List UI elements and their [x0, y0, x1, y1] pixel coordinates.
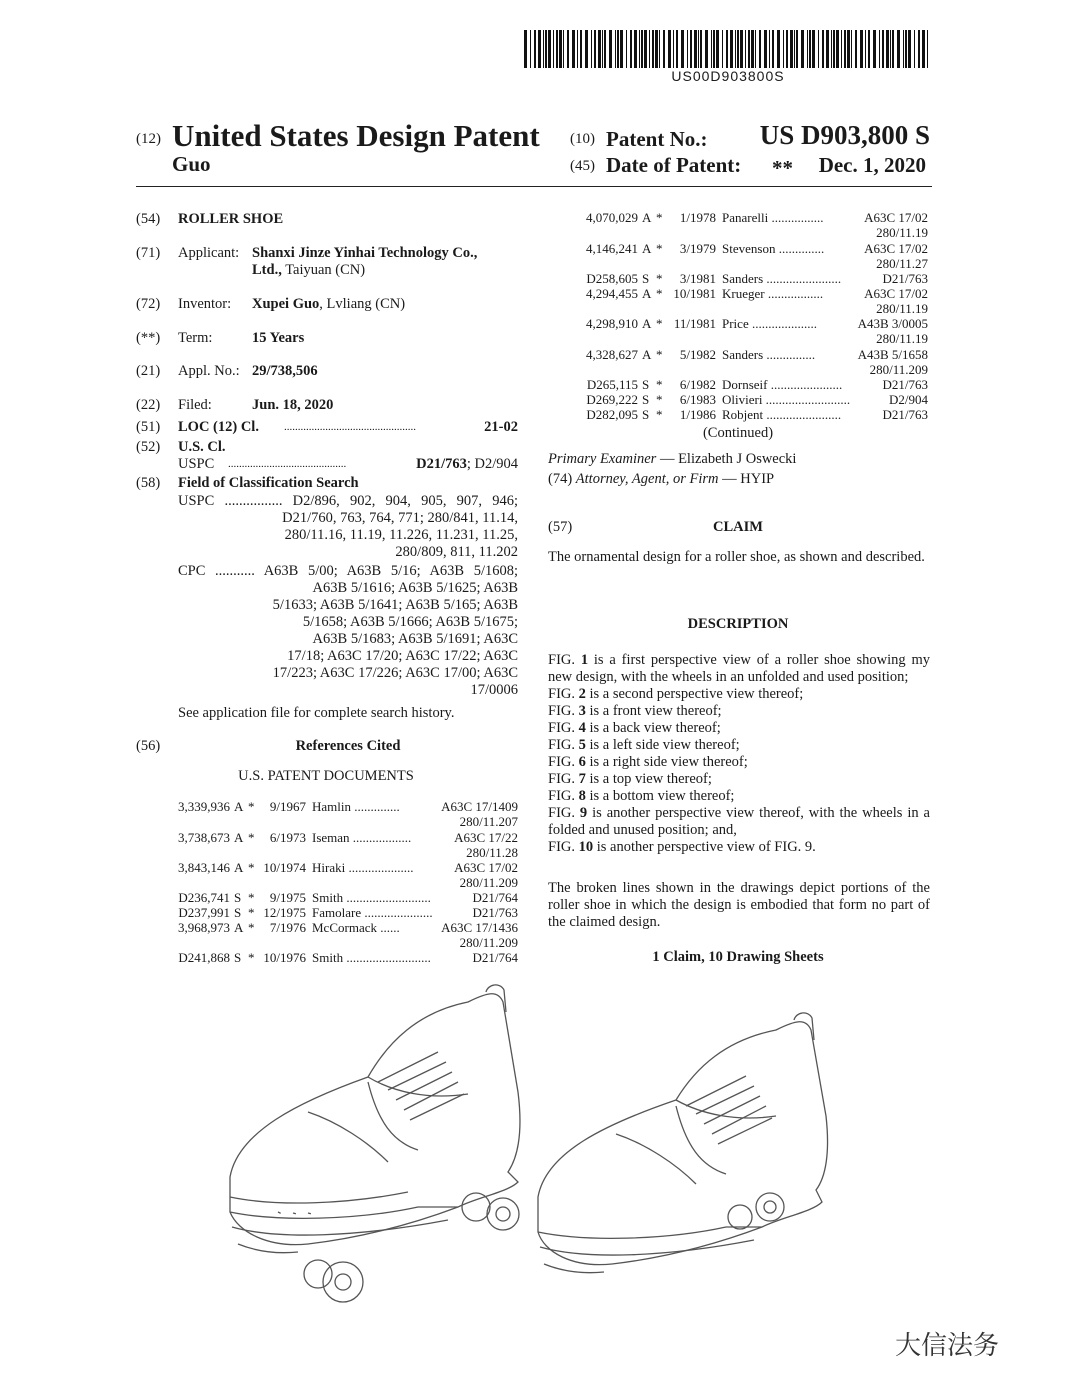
inventor-surname: Guo — [172, 152, 211, 176]
barcode-bar — [548, 30, 551, 68]
barcode-bar — [922, 30, 925, 68]
ref-star: * — [656, 407, 663, 422]
ref-star: * — [656, 286, 663, 301]
ref-class: A63C 17/02 — [864, 210, 928, 225]
ref-class: A63C 17/02 — [864, 286, 928, 301]
ref-number: 3,968,973 — [178, 920, 230, 935]
code-22: (22) — [136, 397, 161, 413]
fig-description: FIG. 4 is a back view thereof; — [548, 720, 721, 736]
barcode-bar — [740, 30, 743, 68]
ref-star: * — [248, 860, 255, 875]
claims-count: 1 Claim, 10 Drawing Sheets — [652, 949, 824, 965]
barcode-bar — [556, 30, 558, 68]
ref-number: D241,868 — [178, 950, 230, 965]
barcode-bar — [745, 30, 746, 68]
ref-kind: S — [642, 271, 650, 286]
barcode-bar — [751, 30, 754, 68]
barcode-bar — [826, 30, 829, 68]
design-title: ROLLER SHOE — [178, 211, 284, 227]
ref-class: D21/763 — [882, 271, 928, 286]
barcode-bar — [822, 30, 824, 68]
code-51: (51) — [136, 419, 161, 435]
ref-star: * — [656, 316, 663, 331]
field-search-line: 5/1633; A63B 5/1641; A63B 5/165; A63B — [272, 597, 518, 613]
barcode-bar — [634, 30, 637, 68]
ref-date: 3/1979 — [679, 241, 716, 256]
fig-description: FIG. 8 is a bottom view thereof; — [548, 788, 735, 804]
date-of-patent: Dec. 1, 2020 — [818, 153, 926, 177]
ref-kind: S — [642, 377, 650, 392]
barcode-bar — [609, 30, 612, 68]
roller-shoe-drawing-left — [218, 982, 548, 1322]
barcode-bar — [713, 30, 715, 68]
field-search-line: 17/0006 — [470, 682, 518, 698]
barcode-bar — [879, 30, 880, 68]
patent-number: US D903,800 S — [759, 120, 930, 150]
barcode-bar — [892, 30, 894, 68]
inventor-label: Inventor: — [178, 296, 232, 312]
ref-star: * — [248, 890, 255, 905]
ref-name: Dornseif ...................... — [722, 377, 843, 392]
ref-number: 3,339,936 — [178, 799, 230, 814]
barcode-bar — [545, 30, 547, 68]
description-heading: DESCRIPTION — [687, 616, 789, 632]
ref-kind: S — [642, 392, 650, 407]
ref-star: * — [248, 905, 255, 920]
barcode-bar — [772, 30, 774, 68]
barcode-bar — [563, 30, 564, 68]
barcode-bar — [598, 30, 601, 68]
fig-description: FIG. 6 is a right side view thereof; — [548, 754, 748, 770]
ref-class: D21/764 — [472, 890, 518, 905]
barcode-number: US00D903800S — [671, 68, 785, 84]
date-label: Date of Patent: — [606, 153, 742, 177]
barcode-bar — [796, 30, 798, 68]
barcode-bar — [572, 30, 575, 68]
uspc-dots: ........................................... — [228, 458, 347, 470]
fig-description: FIG. 10 is another perspective view of FIG. 9. — [548, 839, 816, 855]
code-52: (52) — [136, 439, 161, 455]
ref-number: D258,605 — [586, 271, 638, 286]
barcode-bar — [759, 30, 761, 68]
barcode-bar — [903, 30, 904, 68]
barcode-bar — [594, 30, 596, 68]
appl-no-value: 29/738,506 — [252, 363, 318, 379]
ref-class: D21/763 — [472, 905, 518, 920]
loc-label: LOC (12) Cl. — [178, 419, 259, 435]
barcode-bar — [620, 30, 623, 68]
code-21: (21) — [136, 363, 161, 379]
barcode-bar — [818, 30, 819, 68]
ref-class-secondary: 280/11.207 — [459, 814, 518, 829]
ref-kind: A — [234, 920, 244, 935]
barcode-bar — [790, 30, 793, 68]
barcode-bar — [897, 30, 900, 68]
ref-kind: S — [642, 407, 650, 422]
fig-description: FIG. 5 is a left side view thereof; — [548, 737, 740, 753]
barcode-bar — [567, 30, 569, 68]
ref-class-secondary: 280/11.209 — [869, 362, 928, 377]
barcode-bar — [809, 30, 811, 68]
field-search-line: 280/11.16, 11.19, 11.226, 11.231, 11.25, — [284, 527, 518, 543]
code-72: (72) — [136, 296, 161, 312]
ref-kind: S — [234, 905, 242, 920]
barcode-bar — [673, 30, 674, 68]
barcode-bar — [700, 30, 702, 68]
ref-date: 12/1975 — [263, 905, 306, 920]
ref-date: 11/1981 — [673, 316, 716, 331]
appl-no-label: Appl. No.: — [178, 363, 240, 379]
ref-class: A43B 5/1658 — [857, 347, 928, 362]
ref-date: 6/1983 — [679, 392, 716, 407]
barcode-bar — [690, 30, 692, 68]
barcode-bar — [737, 30, 739, 68]
barcode-bar — [927, 30, 928, 68]
barcode-bar — [755, 30, 756, 68]
barcode-bar — [577, 30, 578, 68]
code-71: (71) — [136, 245, 161, 261]
barcode-bar — [730, 30, 733, 68]
barcode-bar — [794, 30, 795, 68]
ref-class: A43B 3/0005 — [857, 316, 928, 331]
barcode-bar — [726, 30, 728, 68]
ref-class: A63C 17/1436 — [441, 920, 518, 935]
field-search-line: A63B 5/1616; A63B 5/1625; A63B — [312, 580, 518, 596]
code-54: (54) — [136, 211, 161, 227]
ref-kind: A — [234, 860, 244, 875]
patent-type-title: United States Design Patent — [172, 118, 540, 153]
ref-class-secondary: 280/11.28 — [466, 845, 518, 860]
applicant-name: Shanxi Jinze Yinhai Technology Co., — [252, 245, 478, 261]
barcode-bar — [882, 30, 884, 68]
ref-name: Hiraki .................... — [312, 860, 414, 875]
barcode-bar — [748, 30, 750, 68]
ref-kind: A — [234, 830, 244, 845]
filed-label: Filed: — [178, 397, 212, 413]
ref-star: * — [248, 920, 255, 935]
term-label: Term: — [178, 330, 213, 346]
date-term-mark: ** — [772, 156, 793, 180]
ref-kind: A — [642, 316, 652, 331]
barcode-bar — [783, 30, 784, 68]
barcode-bar — [553, 30, 554, 68]
barcode-bar — [687, 30, 688, 68]
ref-kind: A — [642, 210, 652, 225]
barcode-bar — [868, 30, 870, 68]
search-history-note: See application file for complete search history. — [178, 705, 455, 721]
field-search-line: 5/1658; A63B 5/1666; A63B 5/1675; — [302, 614, 518, 630]
barcode-bar — [655, 30, 658, 68]
ref-name: Price .................... — [722, 316, 817, 331]
ref-kind: A — [642, 241, 652, 256]
field-search-line: D21/760, 763, 764, 771; 280/841, 11.14, — [282, 510, 518, 526]
description-lines — [548, 652, 930, 856]
ref-star: * — [248, 799, 255, 814]
barcode-bar — [812, 30, 815, 68]
barcode-bar — [543, 30, 544, 68]
claim-heading: CLAIM — [713, 519, 763, 535]
barcode-bar — [602, 30, 603, 68]
ref-number: 4,146,241 — [586, 241, 638, 256]
ref-number: D236,741 — [178, 890, 230, 905]
ref-name: Hamlin .............. — [312, 799, 400, 814]
barcode-bar — [914, 30, 915, 68]
ref-number: 4,298,910 — [586, 316, 638, 331]
claim-text: The ornamental design for a roller shoe, as shown and described. — [548, 549, 925, 565]
fig-description: FIG. 7 is a top view thereof; — [548, 771, 712, 787]
uspc-label: USPC — [178, 456, 215, 472]
barcode-bar — [580, 30, 582, 68]
code-12: (12) — [136, 131, 161, 147]
field-search-line: 17/223; A63C 17/226; A63C 17/00; A63C — [272, 665, 518, 681]
barcode-bar — [908, 30, 911, 68]
field-search-line: CPC ........... A63B 5/00; A63B 5/16; A63B 5/1608; — [178, 563, 518, 579]
barcode-bar — [630, 30, 632, 68]
barcode-bar — [705, 30, 708, 68]
barcode-bar — [530, 30, 531, 68]
term-value: 15 Years — [252, 330, 305, 346]
barcode-bar — [905, 30, 907, 68]
field-search-line: A63B 5/1683; A63B 5/1691; A63C — [312, 631, 518, 647]
ref-number: D265,115 — [586, 377, 638, 392]
ref-name: Sanders ....................... — [722, 271, 842, 286]
barcode-bar — [698, 30, 699, 68]
barcode-bar — [847, 30, 850, 68]
code-56: (56) — [136, 738, 161, 754]
barcode-bar — [890, 30, 891, 68]
barcode-bar — [659, 30, 660, 68]
barcode-bar — [844, 30, 846, 68]
uspc-value: D21/763; D2/904 — [416, 456, 518, 472]
ref-class-secondary: 280/11.209 — [459, 875, 518, 890]
ref-date: 6/1982 — [679, 377, 716, 392]
applicant-label: Applicant: — [178, 245, 240, 261]
attorney: (74) Attorney, Agent, or Firm — HYIP — [548, 471, 775, 487]
barcode-bar — [694, 30, 697, 68]
field-search-line: USPC ................ D2/896, 902, 904, 905, 907, 946; — [178, 493, 518, 509]
barcode-bar — [860, 30, 863, 68]
barcode-bar — [524, 30, 527, 68]
loc-value: 21-02 — [484, 419, 518, 435]
ref-star: * — [248, 950, 255, 965]
ref-name: McCormack ...... — [312, 920, 400, 935]
applicant-name-line2: Ltd., Taiyuan (CN) — [252, 262, 366, 278]
ref-star: * — [248, 830, 255, 845]
barcode-bar — [663, 30, 665, 68]
us-patent-documents-heading: U.S. PATENT DOCUMENTS — [238, 768, 414, 784]
barcode-bar — [769, 30, 770, 68]
barcode-bar — [735, 30, 736, 68]
barcode-bar — [865, 30, 866, 68]
barcode-bar — [591, 30, 592, 68]
code-term: (**) — [136, 330, 161, 346]
patent-no-label: Patent No.: — [606, 127, 708, 151]
barcode-bar — [711, 30, 712, 68]
ref-date: 10/1976 — [263, 950, 306, 965]
ref-number: 4,294,455 — [586, 286, 638, 301]
barcode-bar — [807, 30, 808, 68]
broken-lines-statement: The broken lines shown in the drawings depict portions of the roller shoe in which the design is embodied that form no part of the claimed design. — [548, 880, 930, 930]
ref-name: Famolare ..................... — [312, 905, 433, 920]
fig-description: FIG. 2 is a second perspective view thereof; — [548, 686, 804, 702]
code-58: (58) — [136, 475, 161, 491]
ref-name: Stevenson .............. — [722, 241, 825, 256]
barcode-bar — [764, 30, 767, 68]
ref-name: Iseman .................. — [312, 830, 412, 845]
ref-class: A63C 17/02 — [454, 860, 518, 875]
watermark-text: 大信法务 — [895, 1331, 1000, 1361]
barcode-bar — [604, 30, 606, 68]
ref-date: 3/1981 — [679, 271, 716, 286]
ref-date: 7/1976 — [269, 920, 306, 935]
ref-date: 1/1986 — [679, 407, 716, 422]
barcode-bar — [676, 30, 678, 68]
ref-star: * — [656, 241, 663, 256]
barcode-bar — [534, 30, 536, 68]
field-search-line: 17/18; A63C 17/20; A63C 17/22; A63C — [287, 648, 518, 664]
ref-date: 1/1978 — [679, 210, 716, 225]
ref-kind: A — [234, 799, 244, 814]
us-cl-label: U.S. Cl. — [178, 439, 226, 455]
ref-number: D237,991 — [178, 905, 230, 920]
barcode-bar — [851, 30, 852, 68]
code-57: (57) — [548, 519, 573, 535]
ref-name: Panarelli ................ — [722, 210, 824, 225]
barcode — [524, 30, 932, 68]
barcode-bar — [841, 30, 842, 68]
barcode-bar — [668, 30, 671, 68]
ref-kind: A — [642, 347, 652, 362]
ref-star: * — [656, 210, 663, 225]
ref-class: D2/904 — [889, 392, 928, 407]
field-search-label: Field of Classification Search — [178, 475, 359, 491]
ref-date: 6/1973 — [269, 830, 306, 845]
barcode-bar — [831, 30, 832, 68]
ref-number: D269,222 — [586, 392, 638, 407]
code-45: (45) — [570, 158, 595, 174]
ref-class-secondary: 280/11.209 — [459, 935, 518, 950]
ref-name: Smith .......................... — [312, 890, 431, 905]
barcode-bar — [615, 30, 616, 68]
ref-number: D282,095 — [586, 407, 638, 422]
barcode-bar — [641, 30, 643, 68]
ref-name: Robjent ....................... — [722, 407, 842, 422]
ref-date: 9/1967 — [269, 799, 306, 814]
ref-number: 3,738,673 — [178, 830, 230, 845]
fig-description: FIG. 9 is another perspective view thereof, with the wheels in a folded and unused position; and, — [548, 805, 930, 838]
ref-class-secondary: 280/11.27 — [876, 256, 928, 271]
ref-name: Olivieri .......................... — [722, 392, 851, 407]
ref-date: 10/1974 — [263, 860, 306, 875]
barcode-bar — [836, 30, 839, 68]
barcode-bar — [559, 30, 562, 68]
ref-class-secondary: 280/11.19 — [876, 331, 928, 346]
header-rule — [136, 186, 932, 187]
barcode-bar — [681, 30, 684, 68]
barcode-bar — [649, 30, 650, 68]
barcode-bar — [833, 30, 835, 68]
barcode-bar — [644, 30, 647, 68]
filed-value: Jun. 18, 2020 — [252, 397, 334, 413]
barcode-bar — [585, 30, 588, 68]
ref-star: * — [656, 271, 663, 286]
barcode-bar — [626, 30, 627, 68]
roller-shoe-drawing-right — [530, 1012, 850, 1332]
barcode-bar — [538, 30, 541, 68]
barcode-bar — [786, 30, 788, 68]
loc-dots: ................................................ — [284, 421, 416, 433]
ref-kind: A — [642, 286, 652, 301]
ref-class: A63C 17/22 — [454, 830, 518, 845]
ref-star: * — [656, 392, 663, 407]
barcode-bar — [801, 30, 804, 68]
ref-star: * — [656, 347, 663, 362]
ref-class-secondary: 280/11.19 — [876, 225, 928, 240]
ref-number: 3,843,146 — [178, 860, 230, 875]
ref-class: A63C 17/1409 — [441, 799, 518, 814]
barcode-bar — [652, 30, 654, 68]
ref-name: Krueger ................. — [722, 286, 824, 301]
ref-kind: S — [234, 890, 242, 905]
ref-class: D21/763 — [882, 407, 928, 422]
inventor-name: Xupei Guo, Lvliang (CN) — [252, 296, 406, 312]
barcode-bar — [716, 30, 719, 68]
ref-name: Sanders ............... — [722, 347, 816, 362]
ref-class: D21/763 — [882, 377, 928, 392]
ref-class: D21/764 — [472, 950, 518, 965]
field-search-line: 280/809, 811, 11.202 — [395, 544, 518, 560]
ref-date: 5/1982 — [679, 347, 716, 362]
ref-date: 10/1981 — [673, 286, 716, 301]
fig-description: FIG. 1 is a first perspective view of a roller shoe showing my new design, with the wheels in an unfolded and used position; — [548, 652, 930, 685]
barcode-bar — [639, 30, 640, 68]
barcode-bar — [873, 30, 876, 68]
barcode-bar — [918, 30, 920, 68]
barcode-bar — [722, 30, 723, 68]
continued-note: (Continued) — [702, 425, 774, 441]
barcode-bar — [777, 30, 780, 68]
code-10: (10) — [570, 131, 595, 147]
ref-star: * — [656, 377, 663, 392]
ref-kind: S — [234, 950, 242, 965]
ref-class-secondary: 280/11.19 — [876, 301, 928, 316]
references-cited-heading: References Cited — [295, 738, 401, 754]
ref-number: 4,328,627 — [586, 347, 638, 362]
ref-class: A63C 17/02 — [864, 241, 928, 256]
barcode-bar — [886, 30, 889, 68]
ref-date: 9/1975 — [269, 890, 306, 905]
ref-number: 4,070,029 — [586, 210, 638, 225]
primary-examiner: Primary Examiner — Elizabeth J Oswecki — [548, 451, 797, 467]
barcode-bar — [617, 30, 619, 68]
fig-description: FIG. 3 is a front view thereof; — [548, 703, 722, 719]
barcode-bar — [855, 30, 857, 68]
ref-name: Smith .......................... — [312, 950, 431, 965]
